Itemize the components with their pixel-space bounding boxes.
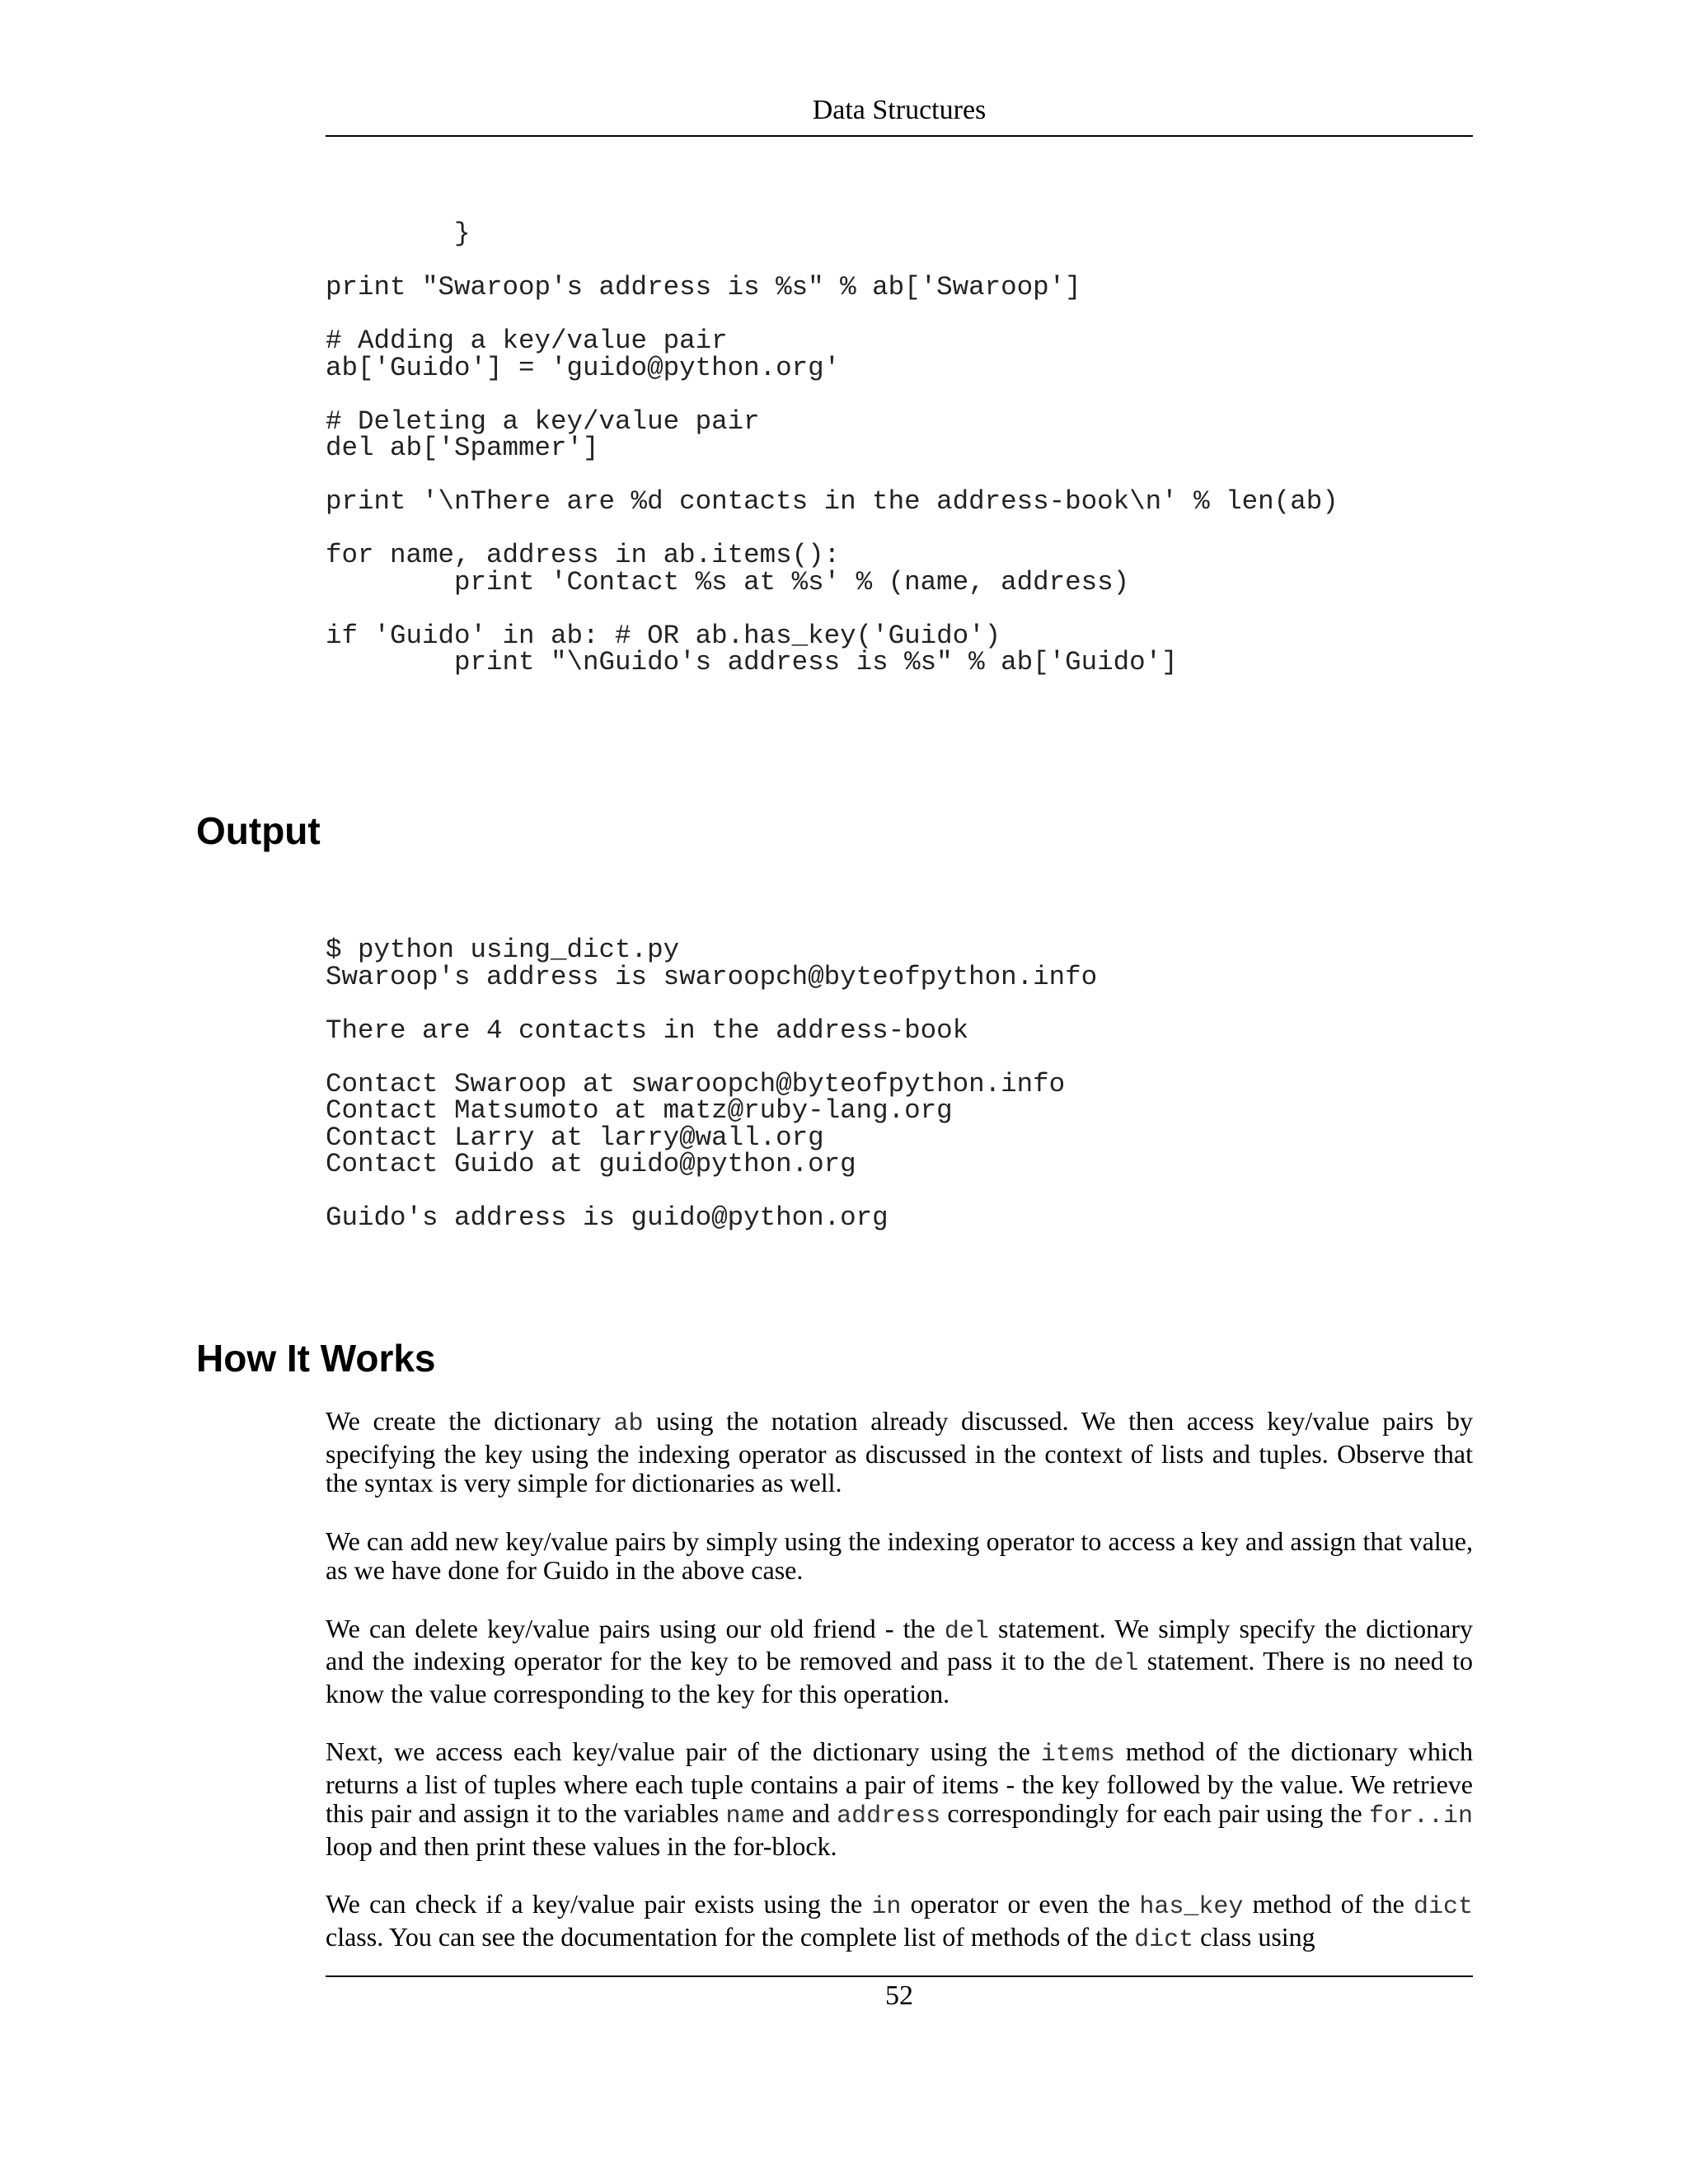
- page-number: 52: [885, 1980, 913, 2011]
- inline-code: dict: [1414, 1893, 1474, 1921]
- paragraph-delete-pairs: We can delete key/value pairs using our old friend - the del statement. We simply specify the dictionary and the indexing operator for the key to be removed and pass it to the del statement. There is no need to know the value corresponding to the key for this operation.: [326, 1613, 1474, 1708]
- inline-code: del: [1094, 1650, 1139, 1678]
- how-it-works-heading: How It Works: [196, 1337, 436, 1380]
- how-it-works-body: [326, 1407, 1473, 1955]
- inline-code: dict: [1134, 1925, 1194, 1954]
- inline-code: address: [837, 1802, 941, 1830]
- inline-code: items: [1040, 1741, 1115, 1769]
- paragraph-check-key: We can check if a key/value pair exists using the in operator or even the has_key method of the dict class. You can see the documentation for the complete list of methods of the dict class using: [326, 1889, 1474, 1954]
- footer-rule: [326, 1975, 1473, 1977]
- paragraph-create-dictionary: We create the dictionary ab using the notation already discussed. We then access key/value pairs by specifying the key using the indexing operator as discussed in the context of lists and tuples. Observe that the syntax is very simple for dictionaries as well.: [326, 1406, 1474, 1497]
- code-listing: } print "Swaroop's address is %s" % ab['Swaroop'] # Adding a key/value pair ab['Guido'] = 'guido@python.org' # Deleting a key/value pair del ab['Spammer'] print '\nThere are %d contacts in the address-book\n' % len(ab) for name, address in ab.items(): print 'Contact %s at %s' % (name, address) if 'Guido' in ab: # OR ab.has_key('Guido') print "\nGuido's address is %s" % ab['Guido']: [326, 218, 1339, 677]
- paragraph-add-pairs: We can add new key/value pairs by simply using the indexing operator to access a key and assign that value, as we have done for Guido in the above case.: [326, 1526, 1473, 1585]
- paragraph-items-method: Next, we access each key/value pair of the dictionary using the items method of the dictionary which returns a list of tuples where each tuple contains a pair of items - the key followed by the value. We retrieve this pair and assign it to the variables name and address correspondingly for each pair using the for..in loop and then print these values in the for-block.: [326, 1736, 1474, 1861]
- running-header: Data Structures: [812, 95, 987, 125]
- program-output: $ python using_dict.py Swaroop's address is swaroopch@byteofpython.info There are 4 contacts in the address-book Contact Swaroop at swaroopch@byteofpython.info Contact Matsumoto at matz@ruby-lang.org Contact Larry at larry@wall.org Contact Guido at guido@python.org Guido's address is guido@python.org: [326, 935, 1098, 1233]
- inline-code: in: [871, 1893, 902, 1921]
- inline-code: has_key: [1139, 1893, 1244, 1921]
- output-heading: Output: [196, 809, 321, 852]
- inline-code: for..in: [1368, 1802, 1474, 1830]
- inline-code: del: [944, 1617, 989, 1646]
- inline-code: name: [725, 1802, 785, 1830]
- header-rule: [326, 135, 1473, 137]
- inline-code: ab: [613, 1410, 644, 1438]
